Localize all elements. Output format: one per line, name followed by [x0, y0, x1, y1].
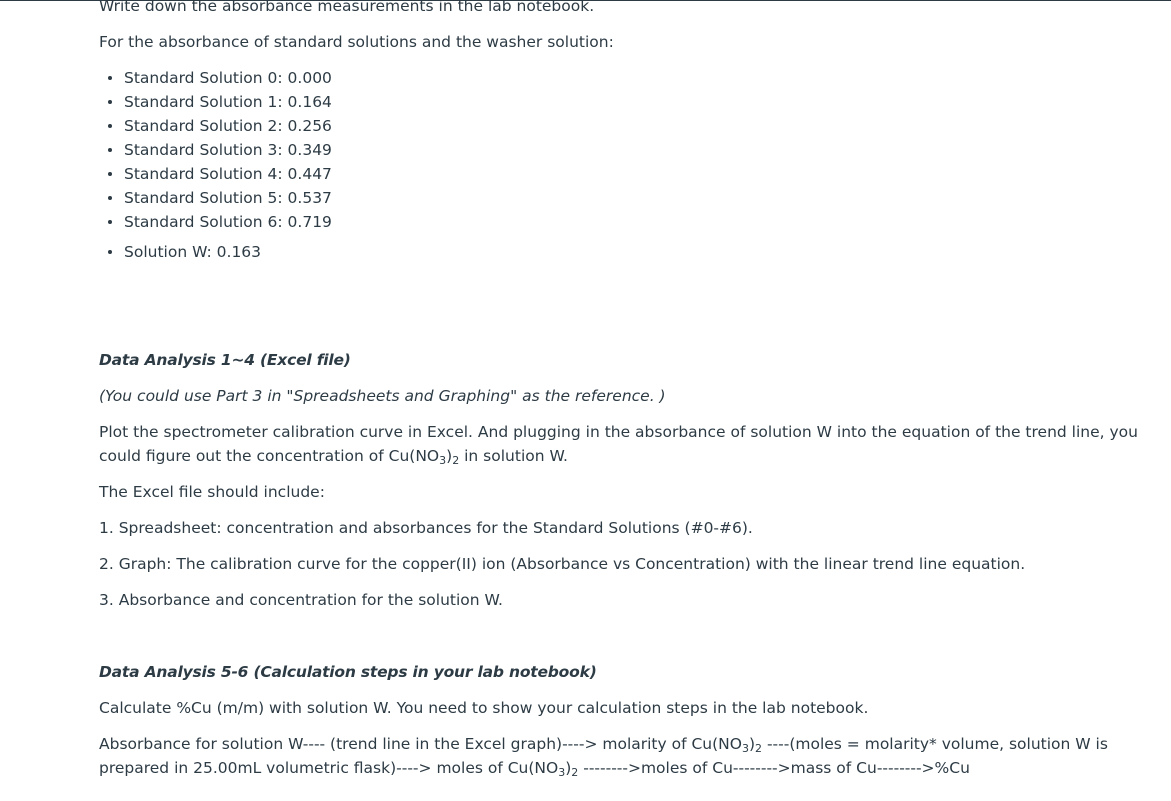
standards-list — [99, 66, 332, 234]
solution-w-list — [99, 240, 261, 264]
list-item: Standard Solution 3: 0.349 — [99, 138, 332, 162]
absorbance-lead: For the absorbance of standard solutions and the washer solution: — [99, 33, 614, 51]
list-item: Solution W: 0.163 — [99, 240, 261, 264]
include-intro: The Excel file should include: — [99, 483, 325, 501]
list-item: Standard Solution 1: 0.164 — [99, 90, 332, 114]
list-item: Standard Solution 5: 0.537 — [99, 186, 332, 210]
list-item: Standard Solution 4: 0.447 — [99, 162, 332, 186]
reference-note: (You could use Part 3 in "Spreadsheets and Graphing" as the reference. ) — [99, 387, 666, 405]
calculate-instruction: Calculate %Cu (m/m) with solution W. You need to show your calculation steps in the lab notebook. — [99, 699, 869, 717]
include-item-3: 3. Absorbance and concentration for the solution W. — [99, 591, 503, 609]
analysis-5-6-heading: Data Analysis 5-6 (Calculation steps in your lab notebook) — [99, 663, 597, 681]
calculation-flow: Absorbance for solution W---- (trend line in the Excel graph)----> molarity of $Cu(NO_3)_2$ ----(moles = molarity* volume, solution W is prepared in 25.00mL volumetric flask)----> moles of $Cu(NO_3)_2$ -------->moles of Cu-------->mass of Cu-------->%Cu — [99, 735, 1108, 779]
include-item-2: 2. Graph: The calibration curve for the copper(II) ion (Absorbance vs Concentration) with the linear trend line equation. — [99, 555, 1026, 573]
clipped-instruction: Write down the absorbance measurements in the lab notebook. — [99, 0, 595, 15]
include-item-1: 1. Spreadsheet: concentration and absorbances for the Standard Solutions (#0-#6). — [99, 519, 753, 537]
analysis-1-4-heading: Data Analysis 1~4 (Excel file) — [99, 351, 351, 369]
list-item: Standard Solution 0: 0.000 — [99, 66, 332, 90]
list-item: Standard Solution 6: 0.719 — [99, 210, 332, 234]
plot-instruction: Plot the spectrometer calibration curve in Excel. And plugging in the absorbance of solution W into the equation of the trend line, you could figure out the concentration of $Cu(NO_3)_2$ in solution W. — [99, 423, 1138, 467]
list-item: Standard Solution 2: 0.256 — [99, 114, 332, 138]
